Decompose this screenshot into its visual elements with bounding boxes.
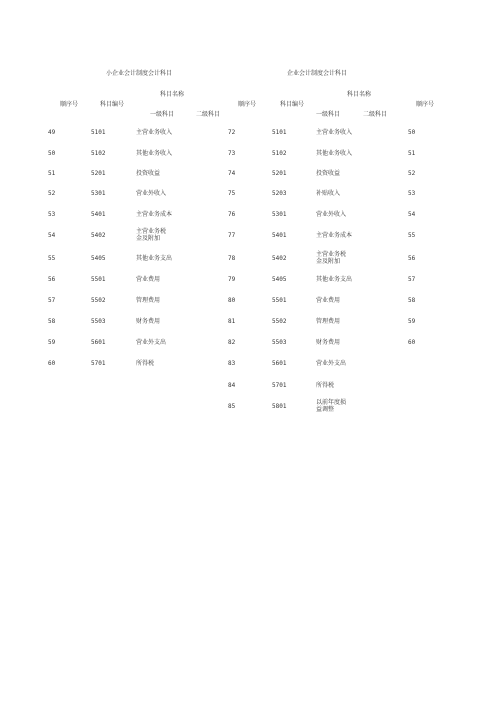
right-subject: 补贴收入 [316,190,341,197]
left-code: 5701 [91,360,106,367]
right-seq-2: 53 [408,190,416,197]
right-subject: 营业费用 [316,297,341,304]
left-table-title: 小企业会计制度会计科目 [105,70,173,77]
right-subject: 营业外收入 [316,211,347,218]
right-seq: 83 [228,360,236,367]
left-subject: 营业费用 [136,276,161,283]
right-code: 5101 [272,129,287,136]
right-seq-2: 56 [408,255,416,262]
left-seq: 58 [48,318,56,325]
right-code: 5503 [272,339,287,346]
right-code: 5502 [272,318,287,325]
right-subject: 主营业务成本 [316,232,353,239]
right-subject: 财务费用 [316,339,341,346]
right-header-seq: 顺序号 [237,101,257,108]
left-subject: 其他业务收入 [136,150,173,157]
left-code: 5401 [91,211,106,218]
right-seq: 74 [228,170,236,177]
right-seq: 73 [228,150,236,157]
right-subject: 其他业务收入 [316,150,353,157]
right-header-level2: 二级科目 [362,111,388,118]
right-subject: 管理费用 [316,318,341,325]
right-seq-2: 54 [408,211,416,218]
left-code: 5201 [91,170,106,177]
right-subject: 主营业务收入 [316,129,353,136]
right-seq-2: 55 [408,232,416,239]
right-seq: 77 [228,232,236,239]
right-seq: 75 [228,190,236,197]
right-header-level1: 一级科目 [315,111,341,118]
right-seq-2: 51 [408,150,416,157]
right-seq-2: 60 [408,339,416,346]
right-seq: 72 [228,129,236,136]
right-code: 5301 [272,211,287,218]
right-seq: 81 [228,318,236,325]
left-subject: 主营业务收入 [136,129,173,136]
left-subject: 所得税 [136,360,155,367]
left-seq: 52 [48,190,56,197]
left-code: 5405 [91,255,106,262]
right-code: 5203 [272,190,287,197]
left-seq: 50 [48,150,56,157]
left-subject: 主营业务成本 [136,211,173,218]
right-subject: 所得税 [316,382,335,389]
right-code: 5402 [272,255,287,262]
left-subject: 财务费用 [136,318,161,325]
right-seq-2: 57 [408,276,416,283]
left-subject: 主营业务税金及附加 [136,228,167,242]
right-subject: 其他业务支出 [316,276,353,283]
left-seq: 59 [48,339,56,346]
right-code: 5801 [272,403,287,410]
left-code: 5101 [91,129,106,136]
right-seq: 82 [228,339,236,346]
left-seq: 49 [48,129,56,136]
left-seq: 51 [48,170,56,177]
right-code: 5701 [272,382,287,389]
right-seq: 80 [228,297,236,304]
right-header-subject-name: 科目名称 [346,91,372,98]
right-code: 5201 [272,170,287,177]
left-code: 5503 [91,318,106,325]
left-seq: 53 [48,211,56,218]
left-code: 5601 [91,339,106,346]
left-seq: 56 [48,276,56,283]
left-seq: 55 [48,255,56,262]
left-code: 5501 [91,276,106,283]
right-seq-2: 59 [408,318,416,325]
right-subject: 以前年度损益调整 [316,399,347,413]
left-code: 5502 [91,297,106,304]
left-code: 5102 [91,150,106,157]
left-code: 5301 [91,190,106,197]
right-seq: 76 [228,211,236,218]
left-header-subject-name: 科目名称 [159,91,185,98]
right-seq-2: 50 [408,129,416,136]
left-subject: 管理费用 [136,297,161,304]
left-subject: 营业外支出 [136,339,167,346]
right-table-title: 企业会计制度会计科目 [286,70,348,77]
left-seq: 60 [48,360,56,367]
left-seq: 57 [48,297,56,304]
left-header-code: 科目编号 [99,101,125,108]
left-header-level1: 一级科目 [149,111,175,118]
left-header-seq: 顺序号 [59,101,79,108]
right-seq: 84 [228,382,236,389]
right-seq: 79 [228,276,236,283]
right-code: 5102 [272,150,287,157]
right-seq-2: 58 [408,297,416,304]
right-header-seq-2: 顺序号 [415,101,435,108]
right-code: 5601 [272,360,287,367]
right-seq: 85 [228,403,236,410]
right-code: 5405 [272,276,287,283]
right-code: 5401 [272,232,287,239]
left-subject: 营业外收入 [136,190,167,197]
left-header-level2: 二级科目 [195,111,221,118]
right-seq-2: 52 [408,170,416,177]
right-header-code: 科目编号 [279,101,305,108]
left-subject: 投资收益 [136,170,161,177]
left-subject: 其他业务支出 [136,255,173,262]
right-subject: 主营业务税金及附加 [316,251,347,265]
left-seq: 54 [48,232,56,239]
right-subject: 投资收益 [316,170,341,177]
right-code: 5501 [272,297,287,304]
right-subject: 营业外支出 [316,360,347,367]
left-code: 5402 [91,232,106,239]
right-seq: 78 [228,255,236,262]
